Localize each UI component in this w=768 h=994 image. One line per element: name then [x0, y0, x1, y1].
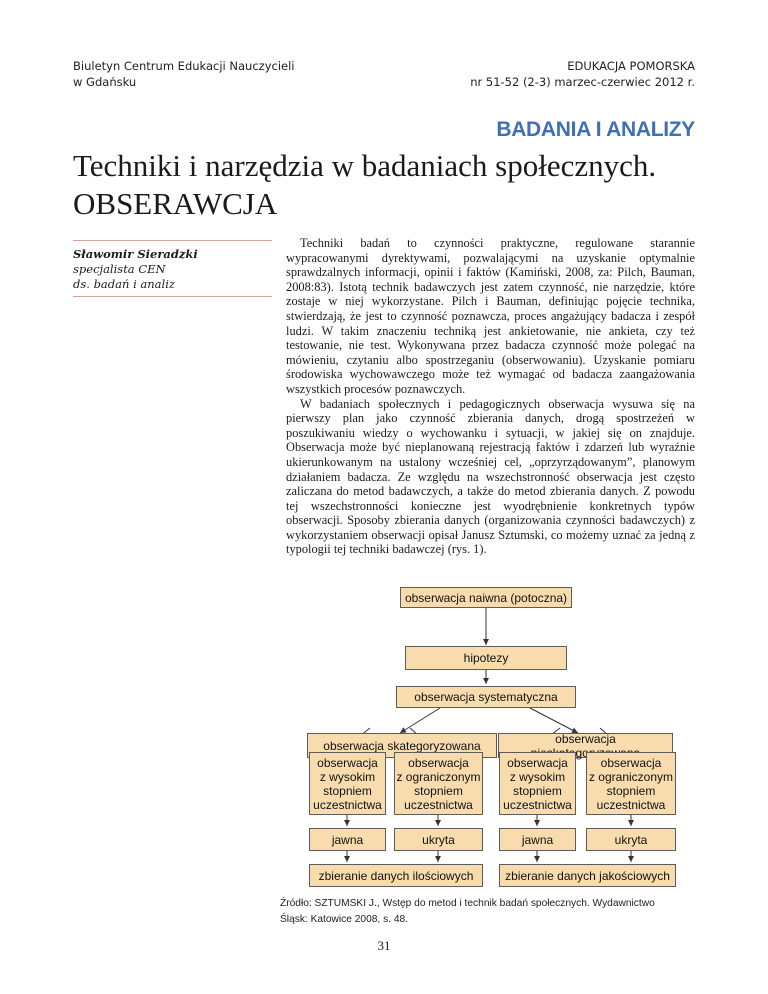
arrow-systematic-to-uncategorized: [530, 708, 578, 733]
journal-header: [73, 58, 295, 90]
box-limited-participation-1: obserwacja z ograniczonym stopniem uczestnictwa: [394, 752, 483, 815]
box-systematic-observation: obserwacja systematyczna: [396, 686, 576, 708]
issue-header: [470, 58, 695, 90]
magazine-name: EDUKACJA POMORSKA: [567, 59, 695, 73]
author-role: specjalista CEN: [73, 262, 166, 276]
box-high-participation-1: obserwacja z wysokim stopniem uczestnictwa: [309, 752, 386, 815]
journal-location: w Gdańsku: [73, 75, 137, 89]
source-line-2: Śląsk: Katowice 2008, s. 48.: [280, 914, 408, 925]
box-qualitative-data: zbieranie danych jakościowych: [499, 864, 676, 887]
figure-source: [280, 896, 700, 928]
box-overt-2: jawna: [499, 828, 576, 851]
journal-name: Biuletyn Centrum Edukacji Nauczycieli: [73, 59, 295, 73]
arrow-systematic-to-categorized: [400, 708, 440, 733]
article-title: [73, 147, 713, 223]
box-limited-participation-2: obserwacja z ograniczonym stopniem uczestnictwa: [586, 752, 676, 815]
box-hypotheses: hipotezy: [405, 646, 567, 670]
title-line-1: Techniki i narzędzia w badaniach społecznych.: [73, 148, 657, 183]
article-body: [286, 236, 695, 557]
section-label: BADANIA I ANALIZY: [496, 118, 695, 141]
box-categorized-observation: obserwacja skategoryzowana: [307, 733, 497, 758]
author-box: [73, 240, 272, 297]
page-number: 31: [377, 938, 391, 953]
paragraph: Techniki badań to czynności praktyczne, regulowane starannie wypracowanymi dyrektywami, pozwalającymi na uzyskanie optymalnie sprawdzalnych informacji, opinii i faktów (Kamiński, 2008, za: Pilch, Bauman, 2008:83). Istotą technik badawczych jest zatem czynność, nie narzędzie, które zostaje w niej wykorzystane. Pilch i Bauman, definiując pojęcie technika, stwierdzają, że jest to czynność poznawcza, proces angażujący badacza i zespół ludzi. W takim znaczeniu techniką jest ankietowanie, nie ankieta, czy też testowanie, nie test. Wykonywana przez badacza czynność może polegać na mówieniu, czytaniu albo spostrzeganiu (obserwowaniu). Uzyskanie pomiaru środowiska wychowawczego może też wymagać od badacza zaangażowania wszystkich procesów poznawczych.: [286, 236, 695, 396]
box-covert-2: ukryta: [586, 828, 676, 851]
box-uncategorized-observation: obserwacja: [498, 733, 673, 758]
author-name: Sławomir Sieradzki: [73, 247, 198, 261]
source-line-1: Źródło: SZTUMSKI J., Wstęp do metod i technik badań społecznych. Wydawnictwo: [280, 898, 655, 909]
box-naive-observation: obserwacja naiwna (potoczna): [400, 587, 572, 608]
box-overt-1: jawna: [309, 828, 386, 851]
title-line-2: OBSERAWCJA: [73, 186, 278, 221]
author-department: ds. badań i analiz: [73, 277, 175, 291]
box-quantitative-data: zbieranie danych ilościowych: [309, 864, 483, 887]
issue-number: nr 51-52 (2-3) marzec-czerwiec 2012 r.: [470, 75, 695, 89]
paragraph: W badaniach społecznych i pedagogicznych obserwacja wysuwa się na pierwszy plan jako czynność zbierania danych, drogą spostrzeżeń w poszukiwaniu wiedzy o wychowanku i sytuacji, w jakiej się on znajduje. Obserwacja może być nieplanowaną rejestracją faktów i zdarzeń lub wyraźnie ukierunkowanym na ustalony wcześniej cel, „oprzyrządowanym”, planowym działaniem badacza. Ze względu na wszechstronność obserwacja jest często zaliczana do metod badawczych, a także do metod zbierania danych. Z powodu tej wszechstronności konieczne jest wyodrębnienie konkretnych typów obserwacji. Sposoby zbierania danych (organizowania czynności badawczych) z wykorzystaniem obserwacji opisał Janusz Sztumski, co możemy uznać za jedną z typologii tej techniki badawczej (rys. 1).: [286, 396, 695, 557]
box-covert-1: ukryta: [394, 828, 483, 851]
box-high-participation-2: obserwacja z wysokim stopniem uczestnictwa: [499, 752, 576, 815]
